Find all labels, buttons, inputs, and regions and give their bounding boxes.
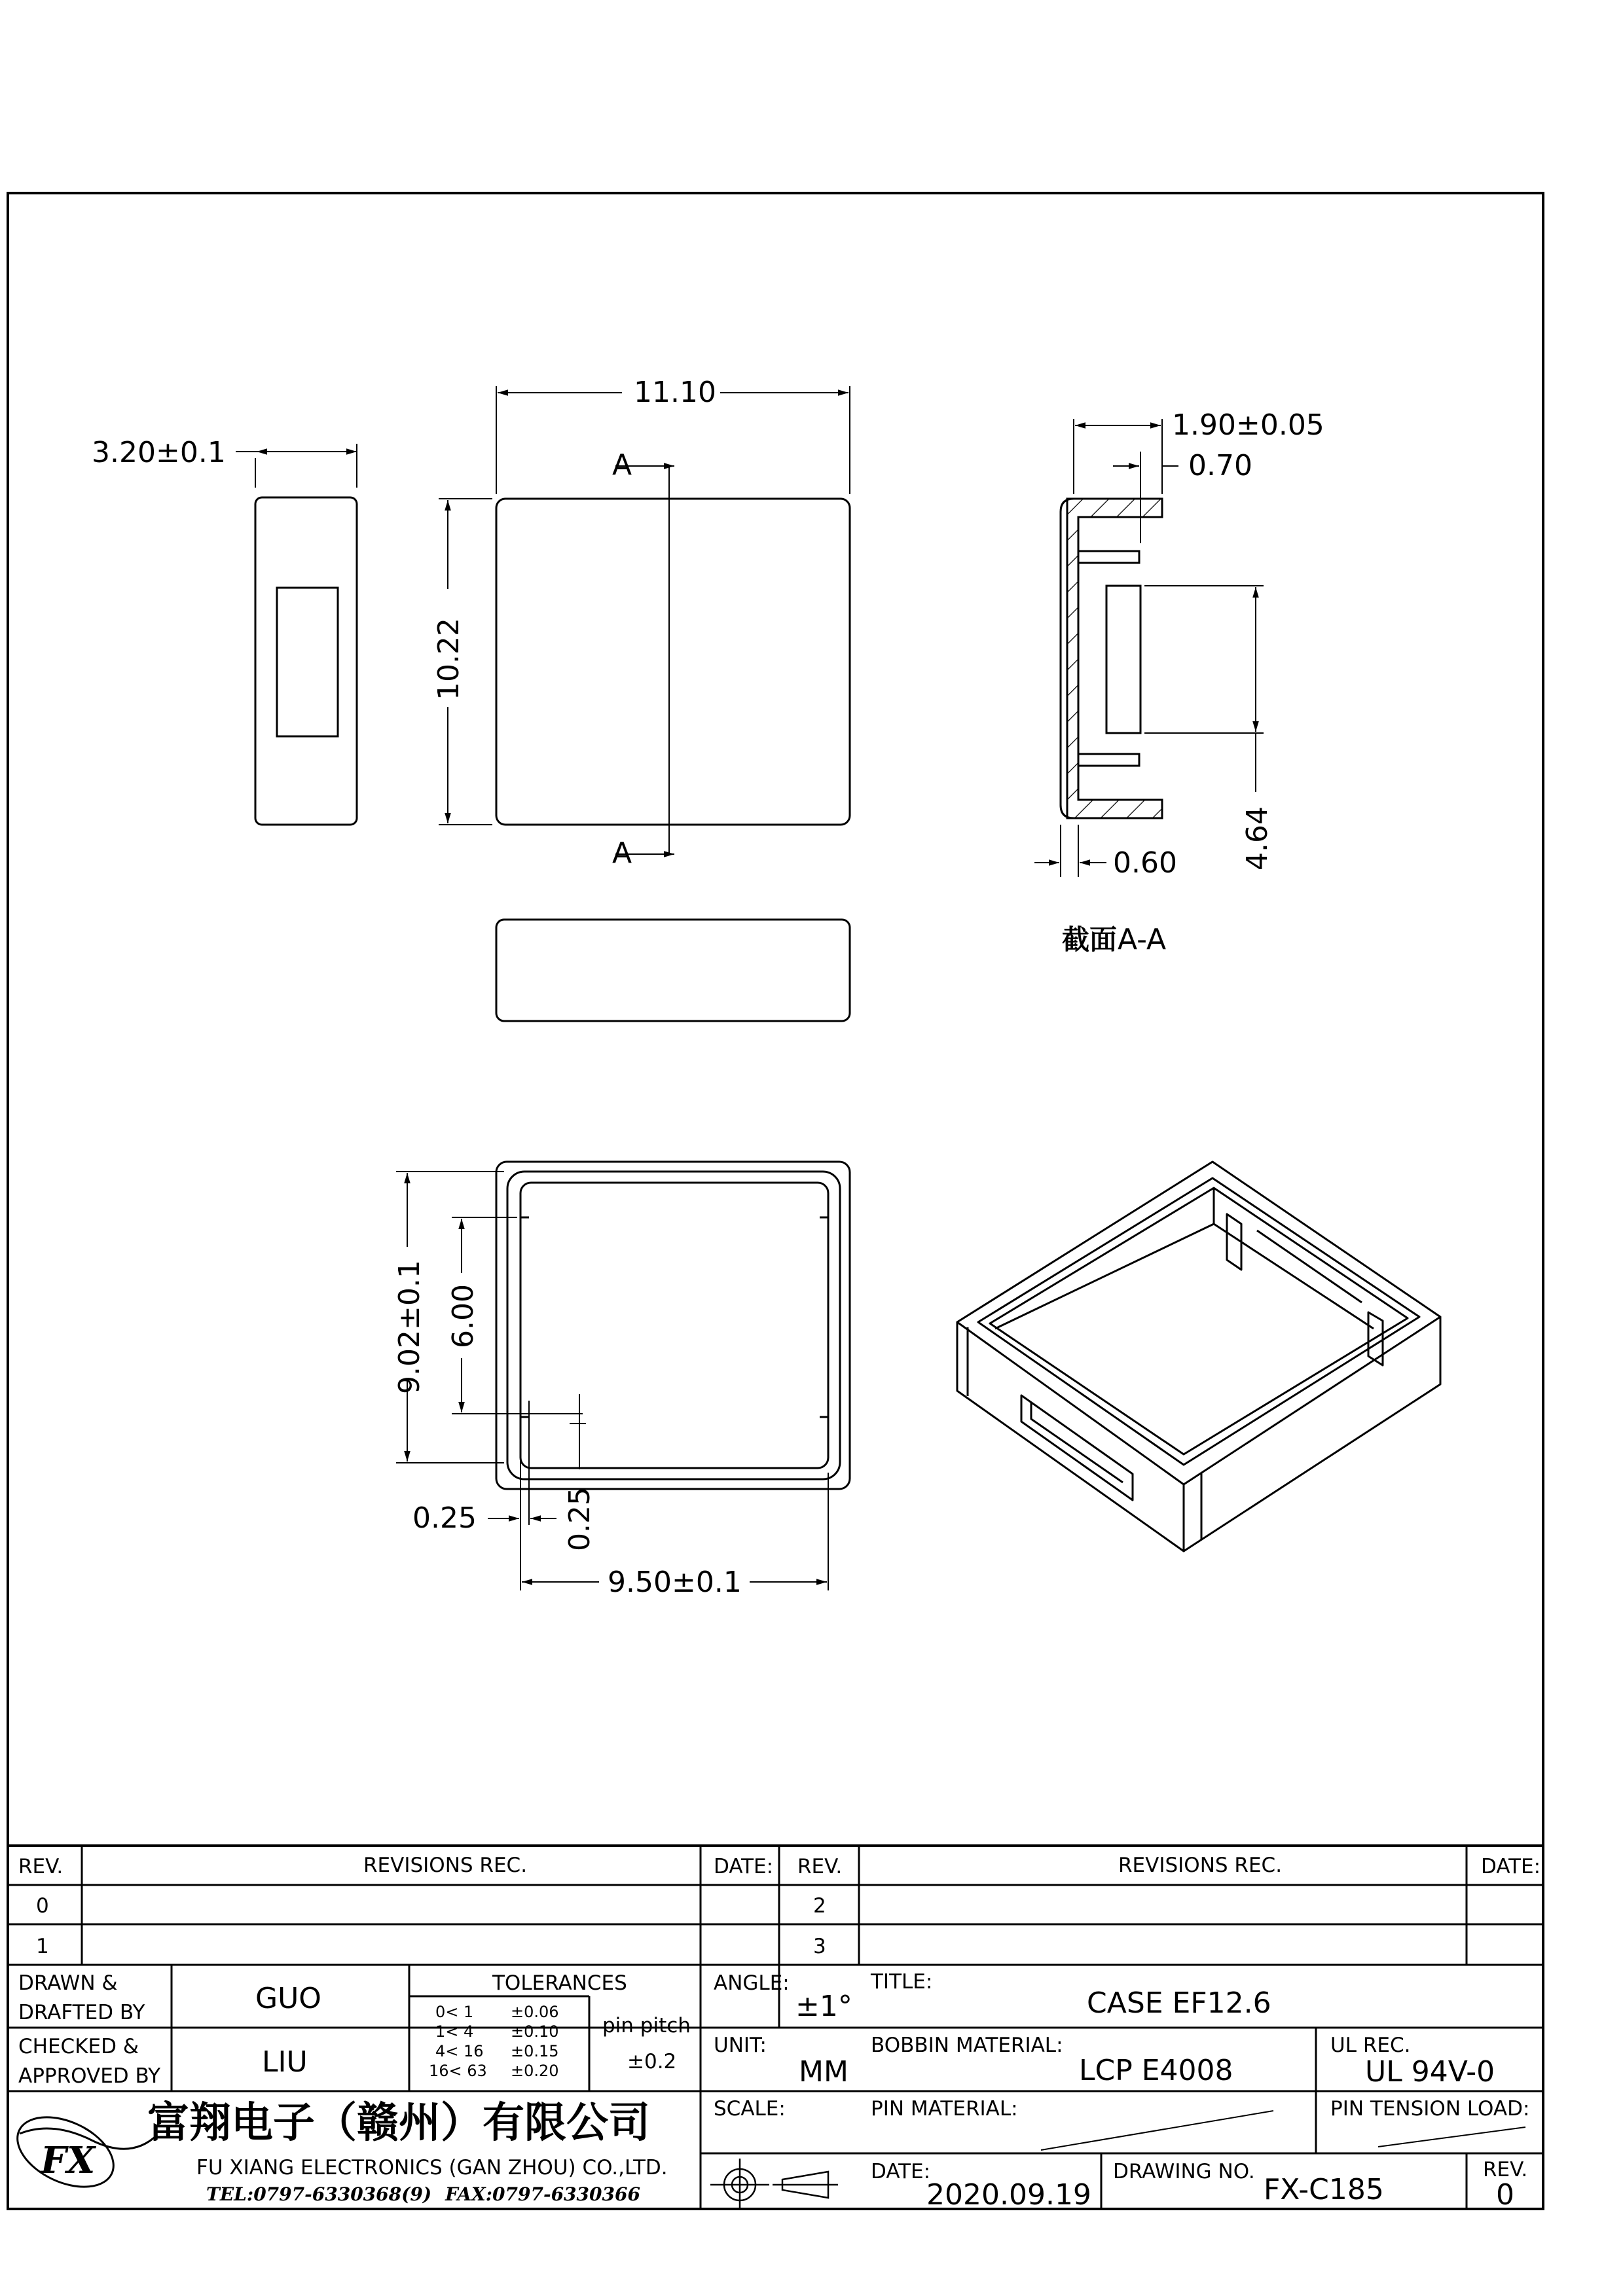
top-view-outline xyxy=(496,499,850,825)
dim-top-width: 11.10 xyxy=(634,376,716,409)
tolerances-label: TOLERANCES xyxy=(492,1971,627,1995)
side-view xyxy=(236,444,357,825)
rev-header-2: REV. xyxy=(797,1855,843,1878)
company-tel: TEL:0797-6330368(9) xyxy=(206,2183,432,2205)
angle-value: ±1° xyxy=(795,1990,852,2023)
top-view xyxy=(439,386,850,854)
ul-rec-label: UL REC. xyxy=(1330,2034,1411,2057)
company-name-en: FU XIANG ELECTRONICS (GAN ZHOU) CO.,LTD. xyxy=(196,2156,668,2179)
dim-inner-slot: 6.00 xyxy=(447,1284,480,1348)
revisions-header: REVISIONS REC. xyxy=(363,1854,528,1877)
tol-range-2: 4< 16 xyxy=(435,2042,484,2060)
title-value: CASE EF12.6 xyxy=(1087,1986,1271,2020)
drawn-by: GUO xyxy=(255,1982,321,2015)
date-label: DATE: xyxy=(871,2160,931,2183)
date-header: DATE: xyxy=(714,1855,774,1878)
dim-inner-height: 9.02±0.1 xyxy=(393,1260,426,1394)
revisions-header-2: REVISIONS REC. xyxy=(1118,1854,1283,1877)
pin-material-label: PIN MATERIAL: xyxy=(871,2097,1018,2121)
tol-value-1: ±0.10 xyxy=(511,2022,559,2041)
dim-section-width: 1.90±0.05 xyxy=(1172,408,1324,442)
rev-row-2: 2 xyxy=(813,1894,826,1918)
dim-section-window: 4.64 xyxy=(1241,806,1274,870)
angle-label: ANGLE: xyxy=(714,1971,790,1995)
date-header-2: DATE: xyxy=(1481,1855,1541,1878)
ul-rec-value: UL 94V-0 xyxy=(1365,2055,1495,2089)
pin-pitch-value: ±0.2 xyxy=(627,2050,677,2073)
unit-value: MM xyxy=(799,2055,848,2089)
tol-range-0: 0< 1 xyxy=(435,2003,474,2021)
checked-label-2: APPROVED BY xyxy=(18,2064,161,2088)
drawing-no-label: DRAWING NO. xyxy=(1113,2160,1255,2183)
section-view xyxy=(1034,419,1264,877)
section-mark-top: A xyxy=(612,448,632,482)
rev-row-0: 0 xyxy=(36,1894,49,1918)
front-view-outline xyxy=(496,920,850,1021)
rev-row-1: 1 xyxy=(36,1935,49,1958)
rev-row-3: 3 xyxy=(813,1935,826,1958)
drawing-no-value: FX-C185 xyxy=(1264,2173,1384,2206)
tol-value-2: ±0.15 xyxy=(511,2042,559,2060)
isometric-view xyxy=(957,1162,1440,1551)
dim-gap-left: 0.25 xyxy=(412,1501,477,1535)
dim-gap-vertical: 0.25 xyxy=(563,1487,596,1551)
pin-tension-label: PIN TENSION LOAD: xyxy=(1330,2097,1530,2121)
title-label: TITLE: xyxy=(871,1970,933,1994)
drawn-label-2: DRAFTED BY xyxy=(18,2001,145,2024)
dim-inner-width: 9.50±0.1 xyxy=(608,1566,742,1599)
rev-value: 0 xyxy=(1496,2178,1514,2212)
dim-top-height: 10.22 xyxy=(432,618,465,700)
tol-range-1: 1< 4 xyxy=(435,2022,474,2041)
bottom-view-wall xyxy=(507,1172,840,1479)
unit-label: UNIT: xyxy=(714,2034,767,2057)
section-mark-bottom: A xyxy=(612,836,632,870)
pin-pitch-label: pin pitch xyxy=(602,2014,691,2037)
side-view-window xyxy=(277,588,338,736)
iso-left-face xyxy=(957,1322,1184,1551)
scale-label: SCALE: xyxy=(714,2097,786,2121)
dim-side-width: 3.20±0.1 xyxy=(92,436,226,469)
bottom-view-inner xyxy=(520,1183,828,1468)
company-fax: FAX:0797-6330366 xyxy=(445,2183,640,2205)
title-block xyxy=(7,1846,1543,2209)
tol-value-0: ±0.06 xyxy=(511,2003,559,2021)
iso-right-face xyxy=(1184,1317,1440,1551)
sheet-border xyxy=(8,193,1543,2209)
drawn-label-1: DRAWN & xyxy=(18,1971,118,1995)
checked-label-1: CHECKED & xyxy=(18,2035,139,2058)
date-value: 2020.09.19 xyxy=(926,2178,1091,2212)
section-hatch xyxy=(1067,499,1162,818)
dim-section-wall: 0.70 xyxy=(1188,449,1252,482)
bobbin-material-value: LCP E4008 xyxy=(1079,2054,1233,2087)
side-view-outline xyxy=(255,497,357,825)
section-label-cn: 截面 xyxy=(1062,924,1118,956)
logo-text: FX xyxy=(41,2139,96,2182)
tol-value-3: ±0.20 xyxy=(511,2062,559,2080)
projection-symbol-icon xyxy=(710,2159,838,2209)
rev-label: REV. xyxy=(1483,2158,1528,2181)
dim-section-bottom: 0.60 xyxy=(1113,846,1177,880)
company-name-cn: 富翔电子（赣州）有限公司 xyxy=(147,2099,650,2147)
section-label: A-A xyxy=(1118,923,1167,956)
tol-range-3: 16< 63 xyxy=(429,2062,487,2080)
bobbin-material-label: BOBBIN MATERIAL: xyxy=(871,2034,1063,2057)
rev-header: REV. xyxy=(18,1855,64,1878)
checked-by: LIU xyxy=(262,2045,308,2079)
bottom-view-outer xyxy=(496,1162,850,1489)
